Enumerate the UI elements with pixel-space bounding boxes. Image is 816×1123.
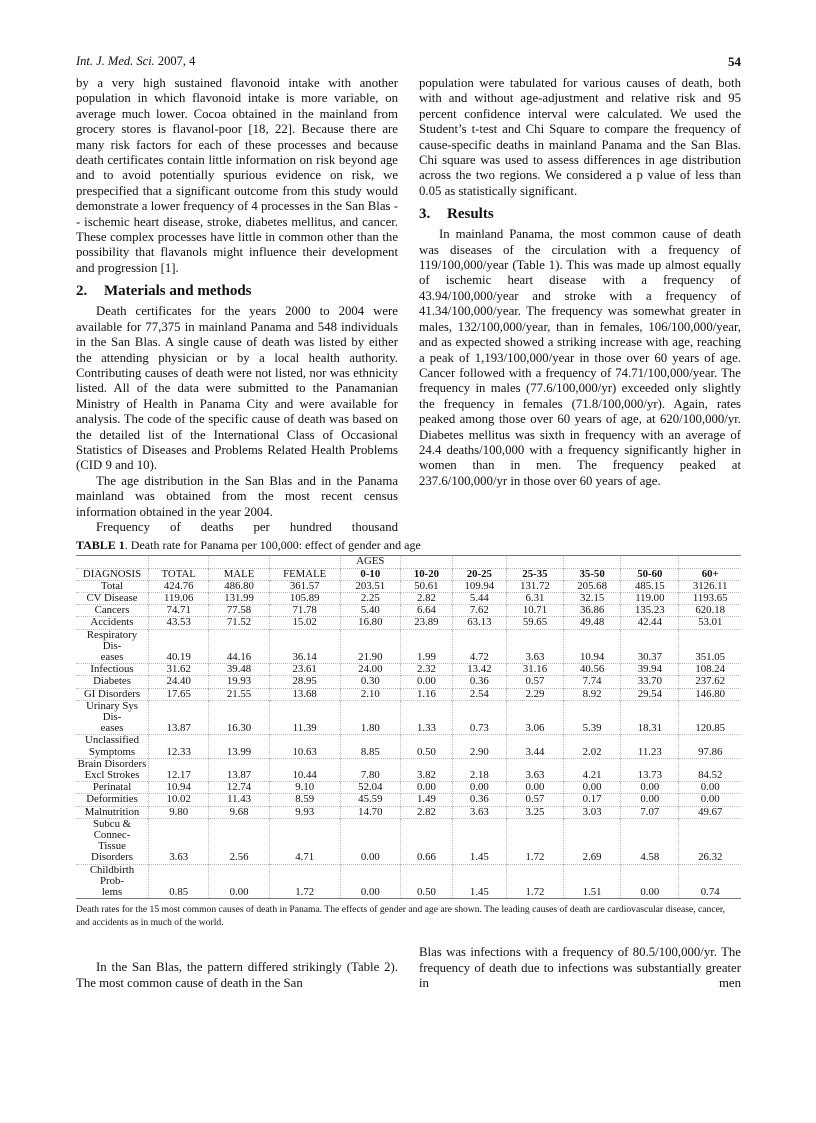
table-row — [76, 592, 741, 604]
diagnosis-cell: Total — [76, 580, 149, 592]
rate-cell: 32.15 — [564, 592, 621, 604]
rate-cell: 7.07 — [621, 806, 679, 818]
rate-cell: 1.45 — [452, 818, 506, 864]
table-row — [76, 688, 741, 700]
rate-cell: 0.50 — [401, 735, 453, 758]
column-header: 50-60 — [621, 568, 679, 580]
rate-cell: 17.65 — [149, 688, 209, 700]
table-ages-row — [76, 556, 741, 568]
rate-cell: 1.49 — [401, 794, 453, 806]
rate-cell: 0.85 — [149, 864, 209, 899]
column-header: 20-25 — [452, 568, 506, 580]
rate-cell: 2.32 — [401, 664, 453, 676]
rate-cell: 11.23 — [621, 735, 679, 758]
rate-cell: 5.39 — [564, 700, 621, 735]
rate-cell: 0.36 — [452, 676, 506, 688]
rate-cell: 24.40 — [149, 676, 209, 688]
rate-cell: 13.99 — [209, 735, 269, 758]
rate-cell: 108.24 — [679, 664, 741, 676]
rate-cell: 10.02 — [149, 794, 209, 806]
rate-cell: 13.87 — [209, 758, 269, 781]
bottom-two-column — [76, 945, 741, 991]
rate-cell: 3.82 — [401, 758, 453, 781]
rate-cell: 10.63 — [269, 735, 340, 758]
table-footnote: Death rates for the 15 most common causes of death in Panama. The effects of gender and age are shown. The leading causes of death are cardiovascular disease, cancer, and accidents as in much of the world. — [76, 904, 726, 928]
table-header-spacer — [506, 556, 563, 568]
rate-cell: 71.78 — [269, 605, 340, 617]
rate-cell: 10.71 — [506, 605, 563, 617]
page-number: 54 — [728, 54, 741, 69]
rate-cell: 361.57 — [269, 580, 340, 592]
rate-cell: 0.00 — [621, 794, 679, 806]
rate-cell: 16.30 — [209, 700, 269, 735]
column-header: DIAGNOSIS — [76, 568, 149, 580]
rate-cell: 119.06 — [149, 592, 209, 604]
bottom-left-column — [76, 945, 398, 991]
san-blas-paragraph: In the San Blas, the pattern differed strikingly (Table 2). The most common cause of death in the San — [76, 960, 398, 990]
rate-cell: 0.57 — [506, 794, 563, 806]
rate-cell: 31.16 — [506, 664, 563, 676]
column-header: 25-35 — [506, 568, 563, 580]
table-row — [76, 864, 741, 899]
rate-cell: 2.18 — [452, 758, 506, 781]
rate-cell: 1.72 — [506, 818, 563, 864]
rate-cell: 2.10 — [340, 688, 400, 700]
rate-cell: 11.39 — [269, 700, 340, 735]
table-label: TABLE 1 — [76, 538, 125, 553]
rate-cell: 0.66 — [401, 818, 453, 864]
table-row — [76, 735, 741, 758]
rate-cell: 10.44 — [269, 758, 340, 781]
rate-cell: 1.72 — [506, 864, 563, 899]
rate-cell: 4.58 — [621, 818, 679, 864]
rate-cell: 40.56 — [564, 664, 621, 676]
rate-cell: 13.42 — [452, 664, 506, 676]
rate-cell: 0.00 — [621, 864, 679, 899]
table-header-spacer — [401, 556, 453, 568]
rate-cell: 7.74 — [564, 676, 621, 688]
rate-cell: 10.94 — [564, 629, 621, 664]
section-title: Materials and methods — [104, 283, 252, 300]
table-header-spacer — [679, 556, 741, 568]
table-row — [76, 605, 741, 617]
left-column — [76, 76, 398, 535]
rate-cell: 49.48 — [564, 617, 621, 629]
rate-cell: 63.13 — [452, 617, 506, 629]
rate-cell: 0.00 — [209, 864, 269, 899]
rate-cell: 3126.11 — [679, 580, 741, 592]
table-header-spacer — [621, 556, 679, 568]
diagnosis-cell: CV Disease — [76, 592, 149, 604]
rate-cell: 9.80 — [149, 806, 209, 818]
methods-paragraph-2: The age distribution in the San Blas and in the Panama mainland was obtained from the most recent census information obtained in the year 2004. — [76, 473, 398, 519]
page — [76, 54, 741, 991]
rate-cell: 2.82 — [401, 592, 453, 604]
methods-paragraph-3: Frequency of deaths per hundred thousand — [96, 519, 398, 534]
rate-cell: 3.63 — [506, 629, 563, 664]
rate-cell: 131.72 — [506, 580, 563, 592]
journal-year-volume: 2007, 4 — [154, 54, 196, 68]
rate-cell: 9.68 — [209, 806, 269, 818]
rate-cell: 36.86 — [564, 605, 621, 617]
rate-cell: 120.85 — [679, 700, 741, 735]
table-row — [76, 700, 741, 735]
rate-cell: 1.45 — [452, 864, 506, 899]
diagnosis-cell: Infectious — [76, 664, 149, 676]
rate-cell: 1.72 — [269, 864, 340, 899]
rate-cell: 424.76 — [149, 580, 209, 592]
diagnosis-cell: Malnutrition — [76, 806, 149, 818]
intro-paragraph: by a very high sustained flavonoid intake with another population in which flavonoid intake is more variable, on average much lower. Cocoa obtained in the mainland from grocery stores is flavanol-poor [18, 22]. Because there are many risk factors for each of these processes and because death certificates contain little information on risk beyond age and to avoid potentially spurious evidence on risk, we prespecified that a significant outcome from this study would demonstrate a lower frequency of 4 processes in the San Blas -- ischemic heart disease, stroke, diabetes mellitus, and cancer. These complex processes have little in common other than the possibility that flavanols might influence their development and progression [1]. — [76, 76, 398, 275]
rate-cell: 131.99 — [209, 592, 269, 604]
table-caption — [76, 538, 741, 553]
table-row — [76, 629, 741, 664]
rate-cell: 8.85 — [340, 735, 400, 758]
section-number: 3. — [419, 206, 431, 223]
rate-cell: 0.00 — [340, 864, 400, 899]
rate-cell: 26.32 — [679, 818, 741, 864]
rate-cell: 3.44 — [506, 735, 563, 758]
rate-cell: 0.00 — [452, 782, 506, 794]
section-heading-methods — [76, 282, 398, 300]
rate-cell: 11.43 — [209, 794, 269, 806]
rate-cell: 0.00 — [679, 782, 741, 794]
rate-cell: 0.00 — [340, 818, 400, 864]
rate-cell: 146.80 — [679, 688, 741, 700]
rate-cell: 49.67 — [679, 806, 741, 818]
rate-cell: 97.86 — [679, 735, 741, 758]
rate-cell: 52.04 — [340, 782, 400, 794]
rate-cell: 21.55 — [209, 688, 269, 700]
rate-cell: 23.89 — [401, 617, 453, 629]
rate-cell: 105.89 — [269, 592, 340, 604]
rate-cell: 16.80 — [340, 617, 400, 629]
right-column — [419, 76, 741, 535]
rate-cell: 30.37 — [621, 629, 679, 664]
rate-cell: 6.31 — [506, 592, 563, 604]
rate-cell: 4.21 — [564, 758, 621, 781]
column-header: 0-10 — [340, 568, 400, 580]
rate-cell: 2.02 — [564, 735, 621, 758]
diagnosis-cell: Urinary Sys Dis- eases — [76, 700, 149, 735]
rate-cell: 3.06 — [506, 700, 563, 735]
table-header-spacer — [209, 556, 269, 568]
rate-cell: 39.48 — [209, 664, 269, 676]
rate-cell: 5.40 — [340, 605, 400, 617]
bottom-right-column — [419, 945, 741, 991]
rate-cell: 19.93 — [209, 676, 269, 688]
death-rate-table — [76, 555, 741, 899]
table-row — [76, 758, 741, 781]
san-blas-paragraph-continued: Blas was infections with a frequency of 80.5/100,000/yr. The frequency of death due to infections was substantially greater in men — [419, 945, 741, 991]
section-title: Results — [447, 206, 494, 223]
diagnosis-cell: Deformities — [76, 794, 149, 806]
diagnosis-cell: Accidents — [76, 617, 149, 629]
table-row — [76, 806, 741, 818]
rate-cell: 42.44 — [621, 617, 679, 629]
column-header: 35-50 — [564, 568, 621, 580]
rate-cell: 36.14 — [269, 629, 340, 664]
rate-cell: 40.19 — [149, 629, 209, 664]
rate-cell: 0.00 — [401, 676, 453, 688]
rate-cell: 0.50 — [401, 864, 453, 899]
rate-cell: 351.05 — [679, 629, 741, 664]
rate-cell: 7.80 — [340, 758, 400, 781]
rate-cell: 2.69 — [564, 818, 621, 864]
rate-cell: 12.17 — [149, 758, 209, 781]
rate-cell: 59.65 — [506, 617, 563, 629]
two-column-body — [76, 76, 741, 535]
rate-cell: 33.70 — [621, 676, 679, 688]
table-header-spacer — [452, 556, 506, 568]
methods-paragraph-1: Death certificates for the years 2000 to 2004 were available for 77,375 in mainland Panama and 548 individuals in the San Blas. A single cause of death was listed by either the attending physician or by a local health authority. Contributing causes of death were not listed, nor was ethnicity listed. All of the data were submitted to the Panamanian Ministry of Health in Panama City and were available for analysis. The code of the specific cause of death was based on the detailed list of the International Class of Occasional Statistics of Diseases and Problems Related Health Problems (CID 9 and 10). — [76, 304, 398, 473]
rate-cell: 5.44 — [452, 592, 506, 604]
table-row — [76, 617, 741, 629]
rate-cell: 8.92 — [564, 688, 621, 700]
rate-cell: 31.62 — [149, 664, 209, 676]
table-header-spacer — [149, 556, 209, 568]
rate-cell: 8.59 — [269, 794, 340, 806]
diagnosis-cell: Diabetes — [76, 676, 149, 688]
diagnosis-cell: GI Disorders — [76, 688, 149, 700]
rate-cell: 1193.65 — [679, 592, 741, 604]
rate-cell: 12.74 — [209, 782, 269, 794]
rate-cell: 13.87 — [149, 700, 209, 735]
diagnosis-cell: Subcu & Connec- Tissue Disorders — [76, 818, 149, 864]
rate-cell: 13.68 — [269, 688, 340, 700]
rate-cell: 45.59 — [340, 794, 400, 806]
methods-continued-paragraph: population were tabulated for various causes of death, both with and without age-adjustment and relative risk and 95 percent confidence interval were calculated. We used the Student’s t-test and Chi Square to compare the frequency of cause-specific deaths in mainland Panama and the San Blas. Chi square was used to assess differences in age distribution across the two regions. We considered a p value of less than 0.05 as statistically significant. — [419, 76, 741, 198]
rate-cell: 1.80 — [340, 700, 400, 735]
table-row — [76, 664, 741, 676]
rate-cell: 50.61 — [401, 580, 453, 592]
rate-cell: 3.63 — [149, 818, 209, 864]
section-heading-results — [419, 205, 741, 223]
table-row — [76, 818, 741, 864]
section-number: 2. — [76, 283, 88, 300]
journal-citation — [76, 54, 195, 69]
rate-cell: 4.71 — [269, 818, 340, 864]
rate-cell: 1.51 — [564, 864, 621, 899]
rate-cell: 203.51 — [340, 580, 400, 592]
diagnosis-cell: Childbirth Prob- lems — [76, 864, 149, 899]
rate-cell: 109.94 — [452, 580, 506, 592]
rate-cell: 1.33 — [401, 700, 453, 735]
rate-cell: 0.00 — [401, 782, 453, 794]
rate-cell: 3.03 — [564, 806, 621, 818]
diagnosis-cell: Unclassified Symptoms — [76, 735, 149, 758]
rate-cell: 21.90 — [340, 629, 400, 664]
rate-cell: 0.73 — [452, 700, 506, 735]
rate-cell: 135.23 — [621, 605, 679, 617]
rate-cell: 44.16 — [209, 629, 269, 664]
table-row — [76, 782, 741, 794]
column-header: TOTAL — [149, 568, 209, 580]
rate-cell: 0.00 — [506, 782, 563, 794]
rate-cell: 1.99 — [401, 629, 453, 664]
rate-cell: 12.33 — [149, 735, 209, 758]
rate-cell: 84.52 — [679, 758, 741, 781]
rate-cell: 4.72 — [452, 629, 506, 664]
rate-cell: 3.25 — [506, 806, 563, 818]
rate-cell: 23.61 — [269, 664, 340, 676]
rate-cell: 205.68 — [564, 580, 621, 592]
table-header-spacer — [76, 556, 149, 568]
rate-cell: 9.10 — [269, 782, 340, 794]
diagnosis-cell: Perinatal — [76, 782, 149, 794]
rate-cell: 9.93 — [269, 806, 340, 818]
table-row — [76, 580, 741, 592]
rate-cell: 0.74 — [679, 864, 741, 899]
rate-cell: 486.80 — [209, 580, 269, 592]
results-paragraph: In mainland Panama, the most common cause of death was diseases of the circulation with a frequency of 119/100,000/year (Table 1). This was made up almost equally of ischemic heart disease with a frequency of 43.94/100,000/year and stroke with a frequency of 41.34/100,000/year. The frequency was somewhat greater in males, 132/100,000/year, than in females, 106/100,000/year, and as expected showed a striking increase with age, reaching a peak of 1,193/100,000/year in those over 60 years of age. Cancer followed with a frequency of 74.71/100,000/year. The frequency in males (77.6/100,000/yr) exceeded only slightly the frequency in females (71.8/100,000/yr). Again, rates peaked among those over 60 years of age, at 620/100,000/yr. Diabetes mellitus was sixth in frequency with an average of 24.4 deaths/100,000 with a frequency significantly higher in women than in men. The frequency peaked at 237.6/100,000/yr in those over 60 years of age. — [419, 227, 741, 488]
rate-cell: 71.52 — [209, 617, 269, 629]
table-header-spacer — [564, 556, 621, 568]
rate-cell: 28.95 — [269, 676, 340, 688]
rate-cell: 24.00 — [340, 664, 400, 676]
rate-cell: 2.54 — [452, 688, 506, 700]
table-row — [76, 676, 741, 688]
rate-cell: 2.90 — [452, 735, 506, 758]
rate-cell: 14.70 — [340, 806, 400, 818]
rate-cell: 39.94 — [621, 664, 679, 676]
table-title: . Death rate for Panama per 100,000: effect of gender and age — [124, 538, 421, 553]
rate-cell: 2.25 — [340, 592, 400, 604]
rate-cell: 6.64 — [401, 605, 453, 617]
rate-cell: 3.63 — [452, 806, 506, 818]
table-header-spacer — [269, 556, 340, 568]
rate-cell: 77.58 — [209, 605, 269, 617]
rate-cell: 3.63 — [506, 758, 563, 781]
rate-cell: 74.71 — [149, 605, 209, 617]
rate-cell: 0.30 — [340, 676, 400, 688]
rate-cell: 53.01 — [679, 617, 741, 629]
column-header: FEMALE — [269, 568, 340, 580]
journal-name: Int. J. Med. Sci. — [76, 54, 155, 68]
column-header: 60+ — [679, 568, 741, 580]
rate-cell: 43.53 — [149, 617, 209, 629]
diagnosis-cell: Respiratory Dis- eases — [76, 629, 149, 664]
table-row — [76, 794, 741, 806]
rate-cell: 18.31 — [621, 700, 679, 735]
column-header: MALE — [209, 568, 269, 580]
rate-cell: 0.00 — [679, 794, 741, 806]
rate-cell: 0.00 — [564, 782, 621, 794]
column-header: 10-20 — [401, 568, 453, 580]
rate-cell: 485.15 — [621, 580, 679, 592]
rate-cell: 7.62 — [452, 605, 506, 617]
rate-cell: 119.00 — [621, 592, 679, 604]
table-header-row — [76, 568, 741, 580]
rate-cell: 10.94 — [149, 782, 209, 794]
rate-cell: 0.57 — [506, 676, 563, 688]
rate-cell: 0.36 — [452, 794, 506, 806]
diagnosis-cell: Brain Disorders Excl Strokes — [76, 758, 149, 781]
rate-cell: 29.54 — [621, 688, 679, 700]
rate-cell: 0.17 — [564, 794, 621, 806]
rate-cell: 2.29 — [506, 688, 563, 700]
rate-cell: 15.02 — [269, 617, 340, 629]
rate-cell: 13.73 — [621, 758, 679, 781]
rate-cell: 1.16 — [401, 688, 453, 700]
rate-cell: 237.62 — [679, 676, 741, 688]
rate-cell: 0.00 — [621, 782, 679, 794]
rate-cell: 2.56 — [209, 818, 269, 864]
ages-group-label: AGES — [340, 556, 400, 568]
rate-cell: 620.18 — [679, 605, 741, 617]
diagnosis-cell: Cancers — [76, 605, 149, 617]
rate-cell: 2.82 — [401, 806, 453, 818]
running-header — [76, 54, 741, 76]
